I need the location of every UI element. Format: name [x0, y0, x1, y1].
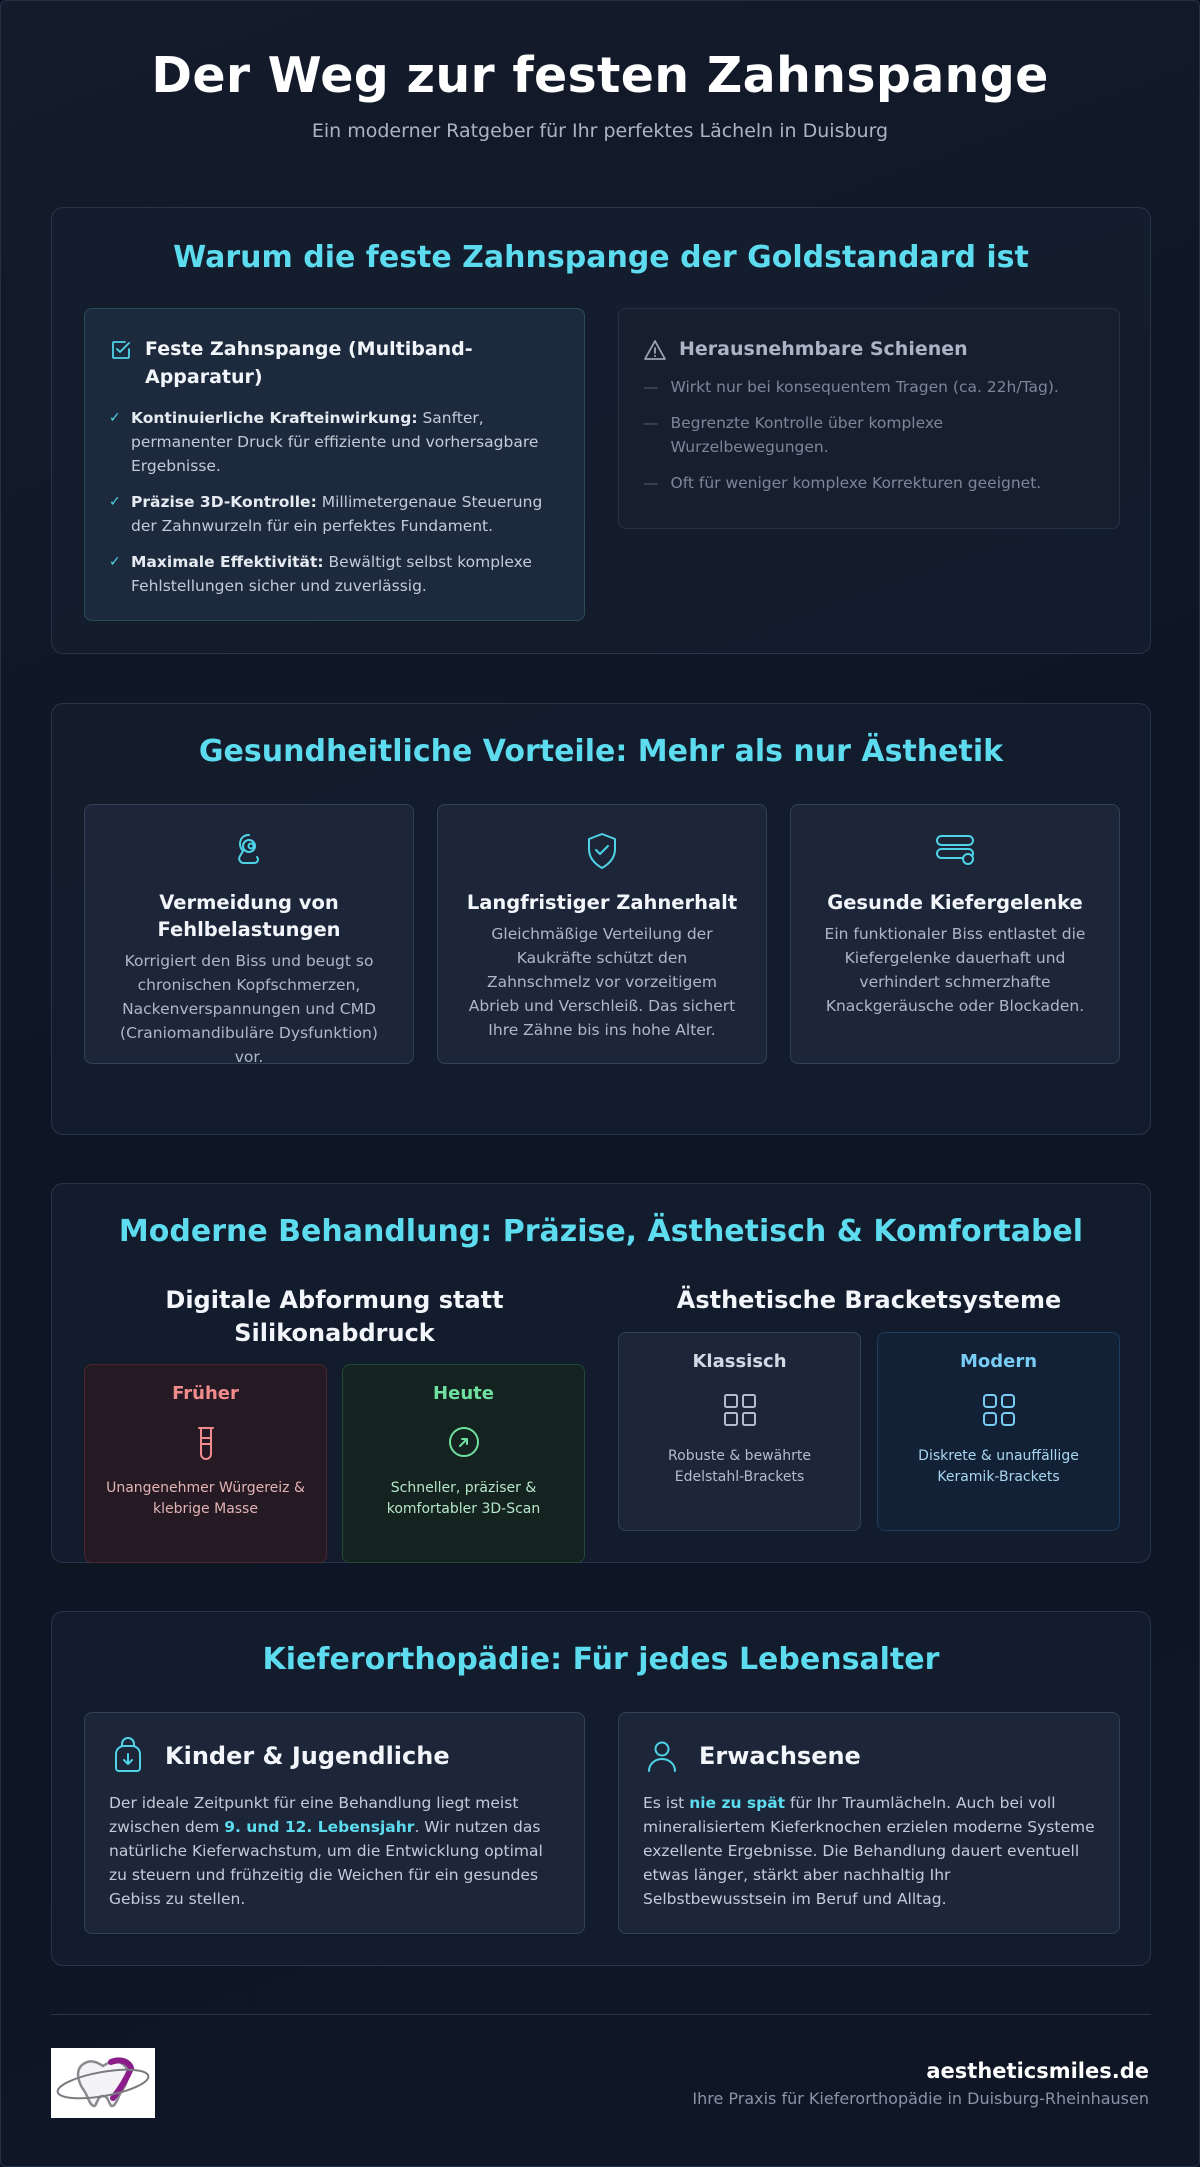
grid-icon	[720, 1390, 760, 1430]
practice-tagline: Ihre Praxis für Kieferorthopädie in Duisburg-Rheinhausen	[692, 2089, 1149, 2108]
before-label: Früher	[172, 1383, 239, 1404]
card-title: Erwachsene	[699, 1742, 861, 1770]
card-title: Kinder & Jugendliche	[165, 1742, 450, 1770]
check-icon: ✓	[109, 494, 121, 510]
list-item: ✓ Maximale Effektivität: Bewältigt selbst komplexe Fehlstellungen sicher und zuverlässig.	[109, 550, 562, 598]
footer-divider	[51, 2014, 1151, 2015]
modern-bracket-card	[877, 1332, 1120, 1531]
page-subtitle: Ein moderner Ratgeber für Ihr perfektes Lächeln in Duisburg	[311, 120, 889, 142]
benefit-text: Ein funktionaler Biss entlastet die Kiefergelenke dauerhaft und verhindert schmerzhafte Knackgeräusche oder Blockaden.	[824, 925, 1086, 1015]
benefit-card	[437, 804, 767, 1064]
section-title: Moderne Behandlung: Präzise, Ästhetisch & Komfortabel	[118, 1214, 1084, 1249]
list-item: ✓ Präzise 3D-Kontrolle: Millimetergenaue Steuerung der Zahnwurzeln für ein perfektes Fundament.	[109, 490, 562, 538]
grid-rounded-icon	[979, 1390, 1019, 1430]
card-text: Der ideale Zeitpunkt für eine Behandlung liegt meist zwischen dem 9. und 12. Lebensjahr. Wir nutzen das natürliche Kieferwachstum, um die Entwicklung optimal zu steuern und frühzeitig die Weichen für ein gesundes Gebiss zu stellen.	[109, 1794, 543, 1908]
now-label: Heute	[433, 1383, 494, 1404]
list-item: ✓ Kontinuierliche Krafteinwirkung: Sanfter, permanenter Druck für effiziente und vorhersagbare Ergebnisse.	[109, 406, 562, 478]
section-modern-treatment	[51, 1183, 1151, 1563]
shield-check-icon	[580, 829, 624, 873]
head-profile-icon	[227, 829, 271, 873]
impression-now-card	[342, 1364, 585, 1563]
benefit-card	[84, 804, 414, 1064]
page-title: Der Weg zur festen Zahnspange	[151, 47, 1049, 104]
card-title: Feste Zahnspange (Multiband-Apparatur)	[145, 338, 473, 388]
section-health-benefits	[51, 703, 1151, 1135]
classic-label: Klassisch	[692, 1351, 787, 1372]
removable-aligners-card	[618, 308, 1120, 529]
person-icon	[643, 1737, 681, 1775]
brackets-heading: Ästhetische Bracketsysteme	[676, 1286, 1062, 1314]
section-age-groups	[51, 1611, 1151, 1966]
card-header	[643, 1737, 861, 1775]
list-item: — Begrenzte Kontrolle über komplexe Wurzelbewegungen.	[643, 411, 1097, 459]
footer-info	[692, 2059, 1149, 2108]
header	[1, 1, 1199, 142]
card-title: Herausnehmbare Schienen	[679, 338, 968, 360]
benefit-text: Gleichmäßige Verteilung der Kaukräfte schützt den Zahnschmelz vor vorzeitigem Abrieb und Verschleiß. Das sichert Ihre Zähne bis ins hohe Alter.	[468, 925, 736, 1039]
benefit-card	[790, 804, 1120, 1064]
check-icon: ✓	[109, 554, 121, 570]
dash-icon: —	[643, 474, 659, 492]
card-header	[643, 335, 1099, 363]
test-tube-icon	[186, 1422, 226, 1462]
benefit-title: Gesunde Kiefergelenke	[827, 891, 1083, 914]
benefit-text: Korrigiert den Biss und beugt so chronischen Kopfschmerzen, Nackenverspannungen und CMD (Craniomandibuläre Dysfunktion) vor.	[120, 952, 378, 1066]
check-icon: ✓	[109, 410, 121, 426]
scan-arrow-icon	[444, 1422, 484, 1462]
warning-icon	[643, 338, 667, 362]
jaw-joint-icon	[933, 829, 977, 873]
dash-icon: —	[643, 378, 659, 396]
fixed-braces-card	[84, 308, 585, 621]
list-item: — Wirkt nur bei konsequentem Tragen (ca. 22h/Tag).	[643, 375, 1097, 399]
limitations-list	[643, 375, 1097, 507]
section-title: Gesundheitliche Vorteile: Mehr als nur Ästhetik	[198, 734, 1004, 769]
highlight-text: nie zu spät	[689, 1794, 786, 1812]
tooth-logo[interactable]	[51, 2048, 155, 2118]
card-text: Es ist nie zu spät für Ihr Traumlächeln. Auch bei voll mineralisiertem Kieferknochen erzielen moderne Systeme exzellente Ergebnisse. Die Behandlung dauert eventuell etwas länger, stärkt aber nachhaltig Ihr Selbstbewusstsein im Beruf und Alltag.	[643, 1794, 1095, 1908]
classic-text: Robuste & bewährte Edelstahl-Brackets	[668, 1448, 811, 1485]
card-header	[109, 1737, 450, 1775]
backpack-icon	[109, 1737, 147, 1775]
classic-bracket-card	[618, 1332, 861, 1531]
benefit-title: Vermeidung von Fehlbelastungen	[157, 891, 341, 941]
modern-text: Diskrete & unauffällige Keramik-Brackets	[918, 1448, 1079, 1485]
dash-icon: —	[643, 414, 659, 432]
impression-heading: Digitale Abformung statt Silikonabdruck	[165, 1286, 504, 1347]
modern-label: Modern	[959, 1351, 1038, 1372]
benefit-title: Langfristiger Zahnerhalt	[466, 891, 738, 914]
kids-card	[84, 1712, 585, 1934]
card-header	[109, 335, 564, 391]
impression-before-card	[84, 1364, 327, 1563]
list-item: — Oft für weniger komplexe Korrekturen geeignet.	[643, 471, 1097, 495]
adults-card	[618, 1712, 1120, 1934]
website-link[interactable]: aestheticsmiles.de	[926, 2059, 1149, 2083]
before-text: Unangenehmer Würgereiz & klebrige Masse	[106, 1480, 305, 1517]
highlight-text: 9. und 12. Lebensjahr	[224, 1818, 415, 1836]
advantages-list	[109, 406, 562, 610]
section-title: Kieferorthopädie: Für jedes Lebensalter	[262, 1642, 940, 1677]
now-text: Schneller, präziser & komfortabler 3D-Scan	[386, 1480, 541, 1517]
section-title: Warum die feste Zahnspange der Goldstandard ist	[173, 240, 1029, 275]
section-why-fixed-braces	[51, 207, 1151, 654]
checkbox-icon	[109, 338, 133, 362]
